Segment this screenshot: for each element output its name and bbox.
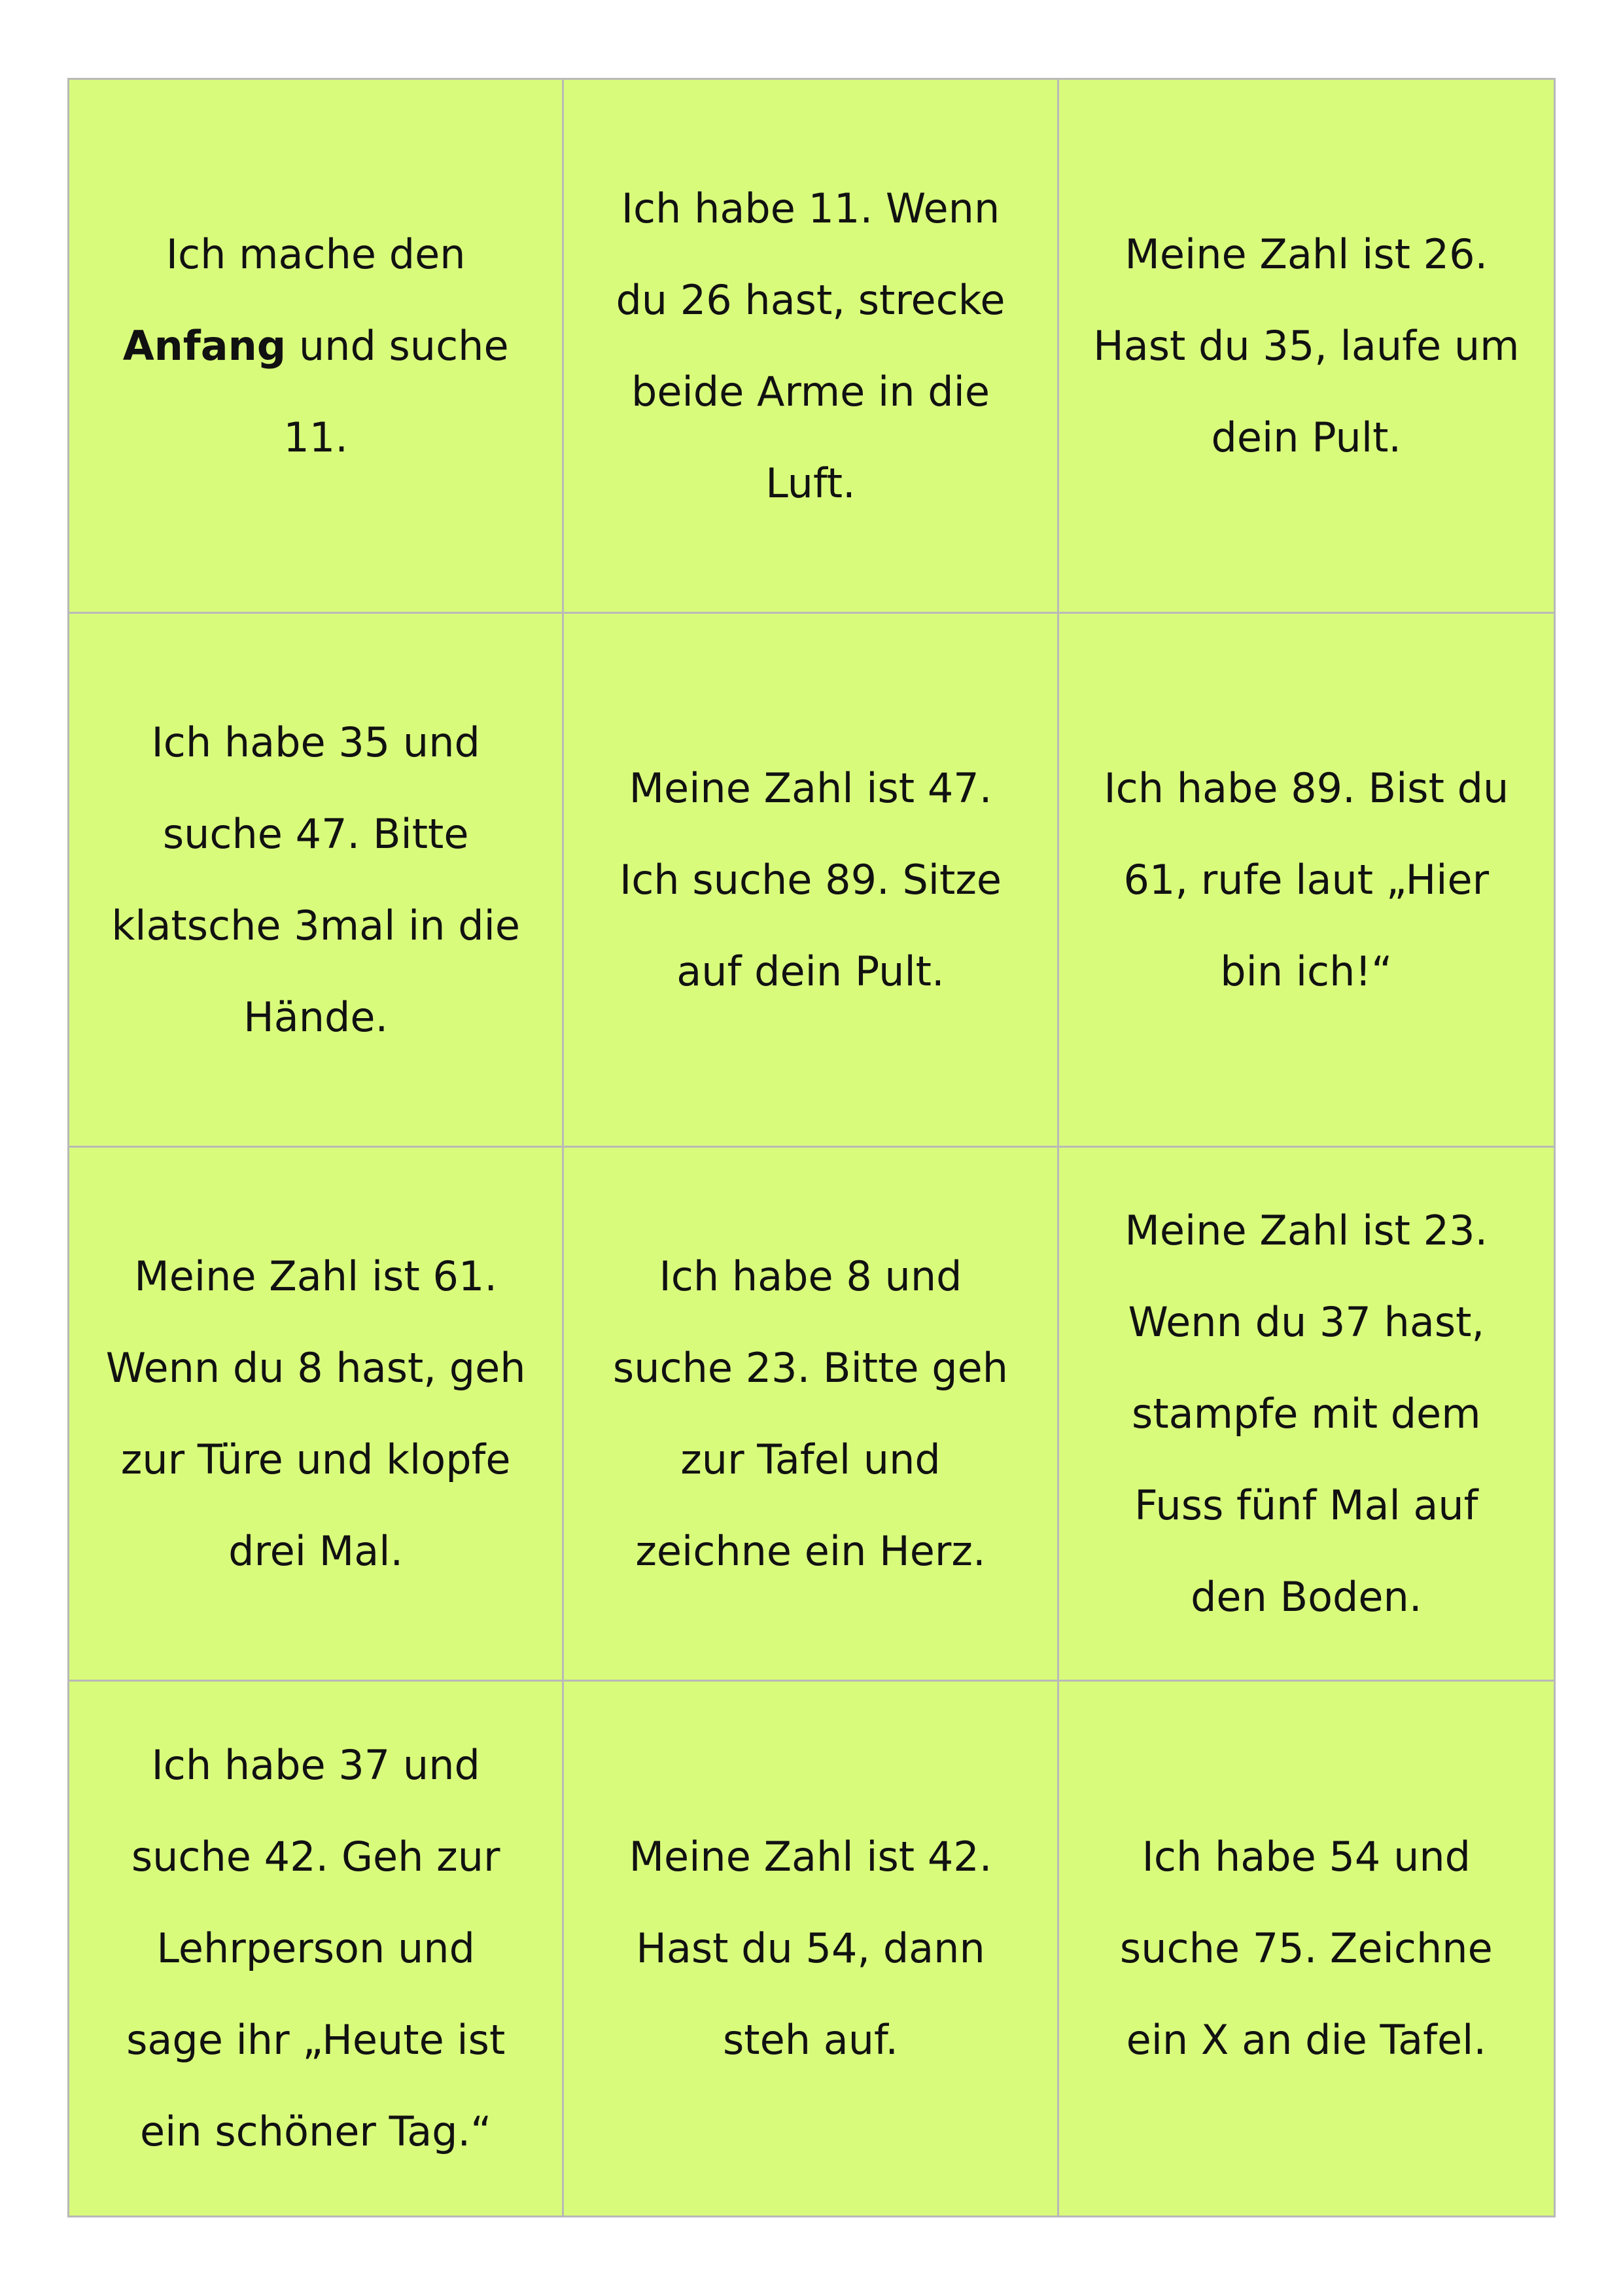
card-text-part: Ich mache den xyxy=(166,230,466,278)
card-text: Ich habe 8 und suche 23. Bitte geh zur Tafel und zeichne ein Herz. xyxy=(612,1252,1009,1575)
card-sheet xyxy=(67,78,1556,2217)
card xyxy=(1059,80,1554,614)
card xyxy=(1059,1682,1554,2216)
card xyxy=(1059,1148,1554,1682)
card xyxy=(1059,614,1554,1148)
card xyxy=(564,1148,1058,1682)
card-text: Meine Zahl ist 26. Hast du 35, laufe um dein Pult. xyxy=(1093,230,1520,461)
card-text: Meine Zahl ist 47. Ich suche 89. Sitze auf dein Pult. xyxy=(619,764,1002,995)
card-start xyxy=(69,80,564,614)
card xyxy=(564,80,1058,614)
card xyxy=(69,1148,564,1682)
card-text: Ich habe 11. Wenn du 26 hast, strecke beide Arme in die Luft. xyxy=(616,184,1005,507)
card-text: Meine Zahl ist 23. Wenn du 37 hast, stampfe mit dem Fuss fünf Mal auf den Boden. xyxy=(1125,1206,1488,1621)
card xyxy=(69,1682,564,2216)
card-text xyxy=(102,209,529,484)
card-text: Ich habe 37 und suche 42. Geh zur Lehrperson und sage ihr „Heute ist ein schöner Tag.“ xyxy=(126,1741,506,2155)
card-text: Meine Zahl ist 42. Hast du 54, dann steh auf. xyxy=(629,1833,992,2064)
card-text: Ich habe 89. Bist du 61, rufe laut „Hier bin ich!“ xyxy=(1104,764,1509,995)
card-text-part: und suche 11. xyxy=(283,321,509,461)
card-text: Ich habe 54 und suche 75. Zeichne ein X an die Tafel. xyxy=(1119,1833,1493,2064)
card xyxy=(69,614,564,1148)
card-text: Ich habe 35 und suche 47. Bitte klatsche 3mal in die Hände. xyxy=(111,718,521,1041)
card-text: Meine Zahl ist 61. Wenn du 8 hast, geh zur Türe und klopfe drei Mal. xyxy=(105,1252,526,1575)
card xyxy=(564,614,1058,1148)
card xyxy=(564,1682,1058,2216)
card-text-bold: Anfang xyxy=(122,321,287,370)
